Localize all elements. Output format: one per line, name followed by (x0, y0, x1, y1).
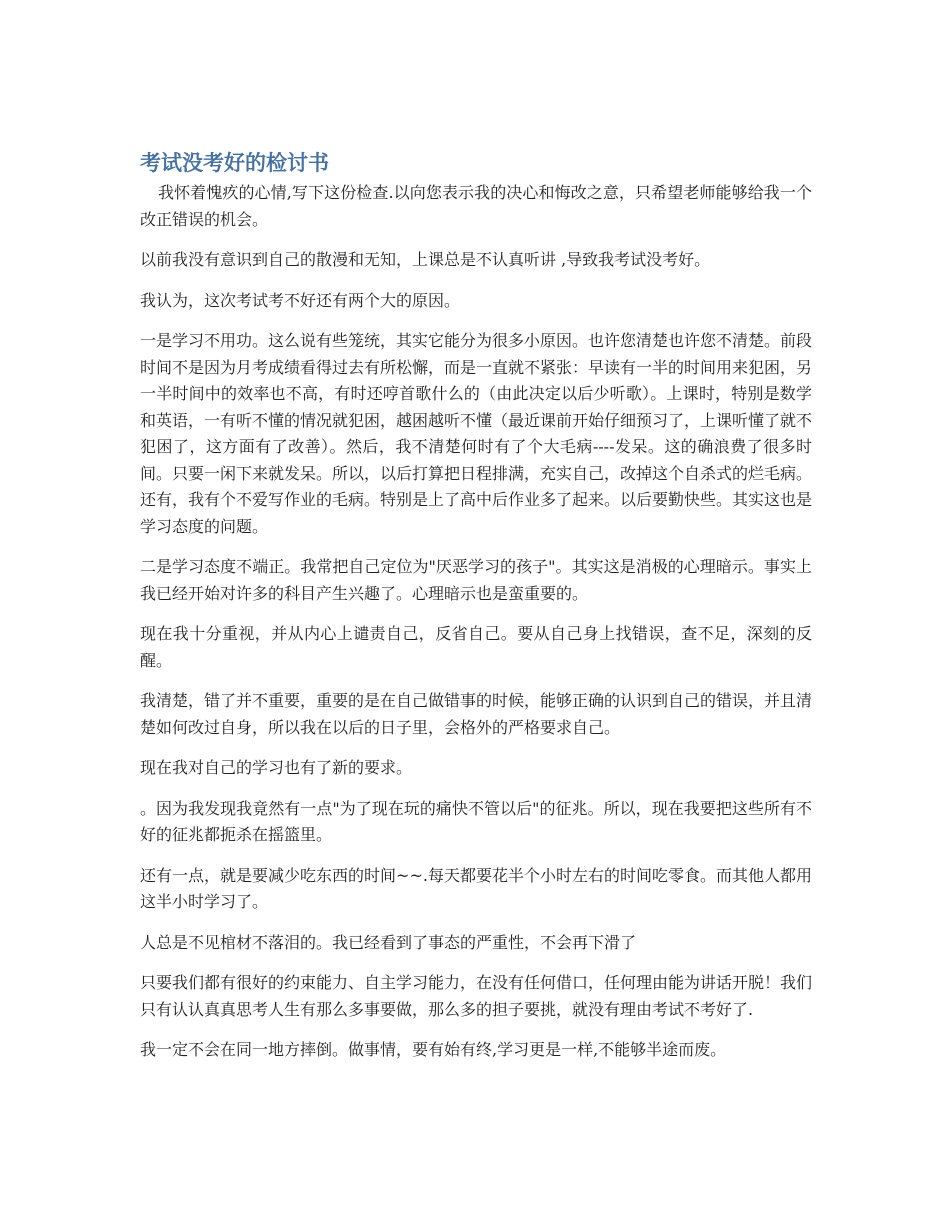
document-title: 考试没考好的检讨书 (140, 151, 329, 175)
paragraph-intro: 我怀着愧疚的心情,写下这份检查.以向您表示我的决心和悔改之意，只希望老师能够给我一个改正错误的机会。 (140, 183, 812, 229)
paragraph: 我清楚，错了并不重要，重要的是在自己做错事的时候，能够正确的认识到自己的错误，并且清楚如何改过自身，所以我在以后的日子里，会格外的严格要求自己。 (140, 691, 813, 737)
paragraph: 二是学习态度不端正。我常把自己定位为"厌恶学习的孩子"。其实这是消极的心理暗示。事实上我已经开始对许多的科目产生兴趣了。心理暗示也是蛮重要的。 (140, 557, 812, 603)
paragraph: 人总是不见棺材不落泪的。我已经看到了事态的严重性，不会再下滑了 (140, 932, 637, 952)
paragraph: 一是学习不用功。这么说有些笼统，其实它能分为很多小原因。也许您清楚也许您不清楚。前段时间不是因为月考成绩看得过去有所松懈，而是一直就不紧张：早读有一半的时间用来犯困，另一半时间中的效率也不高，有时还哼首歌什么的（由此决定以后少听歌）。上课时，特别是数学和英语，一有听不懂的情况就犯困，越困越听不懂（最近课前开始仔细预习了，上课听懂了就不犯困了，这方面有了改善）。然后，我不清楚何时有了个大毛病----发呆。这的确浪费了很多时间。只要一闲下来就发呆。所以，以后打算把日程排满，充实自己，改掉这个自杀式的烂毛病。还有，我有个不爱写作业的毛病。特别是上了高中后作业多了起来。以后要勤快些。其实这也是学习态度的问题。 (140, 331, 813, 536)
paragraph: 只要我们都有很好的约束能力、自主学习能力，在没有任何借口，任何理由能为讲话开脱！我们只有认认真真思考人生有那么多事要做，那么多的担子要挑，就没有理由考试不考好了. (140, 973, 813, 1019)
paragraph: 现在我对自己的学习也有了新的要求。 (140, 758, 413, 777)
paragraph: 。因为我发现我竟然有一点"为了现在玩的痛快不管以后"的征兆。所以，现在我要把这些所有不好的征兆都扼杀在摇篮里。 (140, 798, 812, 844)
document-page (140, 148, 812, 1078)
paragraph: 现在我十分重视，并从内心上谴责自己，反省自己。要从自己身上找错误，查不足，深刻的反醒。 (140, 624, 812, 670)
paragraph: 以前我没有意识到自己的散漫和无知，上课总是不认真听讲 ,导致我考试没考好。 (140, 250, 711, 269)
paragraph: 还有一点，就是要减少吃东西的时间~~.每天都要花半个小时左右的时间吃零食。而其他人都用这半小时学习了。 (140, 865, 812, 911)
paragraph-closing: 我一定不会在同一地方摔倒。做事情，要有始有终,学习更是一样,不能够半途而废。 (140, 1040, 727, 1059)
paragraph: 我认为，这次考试考不好还有两个大的原因。 (140, 290, 461, 310)
